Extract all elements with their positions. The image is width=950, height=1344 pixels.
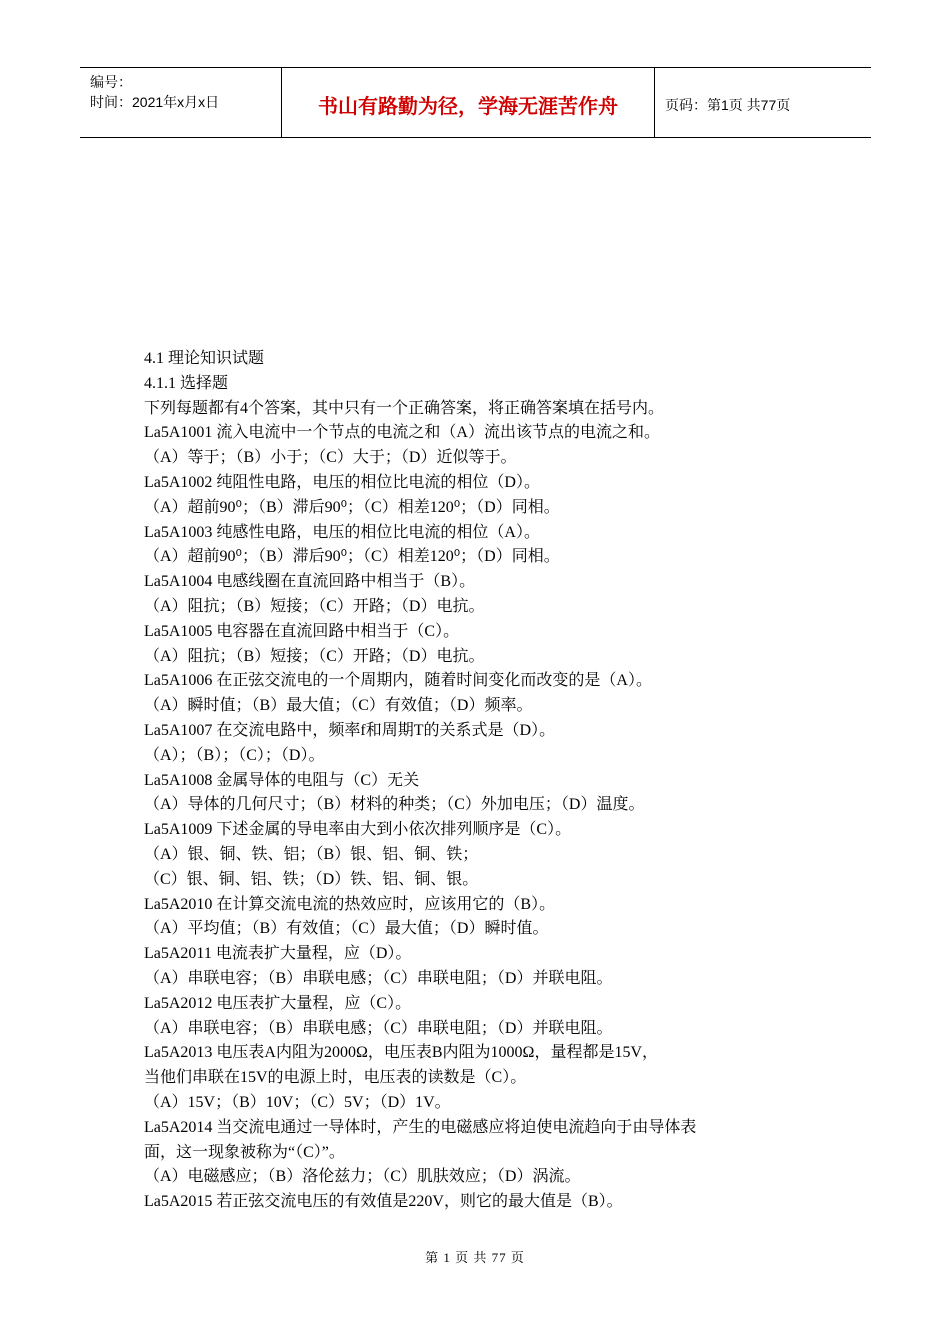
text-line: （A）超前90⁰；（B）滞后90⁰；（C）相差120⁰；（D）同相。 [144,498,560,516]
text-line: （A）阻抗；（B）短接；（C）开路；（D）电抗。 [144,647,485,665]
text-line: （A）串联电容；（B）串联电感；（C）串联电阻；（D）并联电阻。 [144,969,613,987]
document-time-label: 时间：2021年x月x日 [90,94,220,110]
text-line: La5A1004 电感线圈在直流回路中相当于（B）。 [144,573,476,591]
text-line: （A）；（B）；（C）；（D）。 [144,746,325,764]
document-body [144,347,824,1215]
text-line: La5A2010 在计算交流电流的热效应时，应该用它的（B）。 [144,895,556,913]
text-line: 当他们串联在15V的电源上时，电压表的读数是（C）。 [144,1069,527,1087]
page-footer: 第 1 页 共 77 页 [425,1250,525,1265]
text-line: La5A1001 流入电流中一个节点的电流之和（A）流出该节点的电流之和。 [144,424,660,442]
header-motto: 书山有路勤为径，学海无涯苦作舟 [318,96,618,118]
page-header [80,67,871,138]
text-line: La5A1005 电容器在直流回路中相当于（C）。 [144,622,460,640]
header-motto-cell [282,68,655,137]
text-line: （A）串联电容；（B）串联电感；（C）串联电阻；（D）并联电阻。 [144,1019,613,1037]
text-line: La5A1008 金属导体的电阻与（C）无关 [144,771,420,789]
text-line: 4.1.1 选择题 [144,374,229,392]
header-page-info: 页码：第1页 共77页 [665,96,791,113]
text-line: La5A2011 电流表扩大量程，应（D）。 [144,945,412,963]
text-line: La5A2013 电压表A内阻为2000Ω，电压表B内阻为1000Ω，量程都是15V， [144,1044,658,1062]
text-line: （A）阻抗；（B）短接；（C）开路；（D）电抗。 [144,597,485,615]
text-line: 4.1 理论知识试题 [144,350,265,367]
text-line: La5A2012 电压表扩大量程，应（C）。 [144,994,412,1012]
text-line: 下列每题都有4个答案，其中只有一个正确答案，将正确答案填在括号内。 [144,399,665,417]
text-line: La5A2015 若正弦交流电压的有效值是220V，则它的最大值是（B）。 [144,1193,623,1211]
text-line: La5A1002 纯阻性电路，电压的相位比电流的相位（D）。 [144,473,540,491]
text-line: 面，这一现象被称为“（C）”。 [144,1143,345,1161]
header-meta [80,68,282,137]
text-line: （A）超前90⁰；（B）滞后90⁰；（C）相差120⁰；（D）同相。 [144,548,560,566]
text-line: （C）银、铜、铝、铁；（D）铁、铝、铜、银。 [144,870,479,888]
text-line: （A）导体的几何尺寸；（B）材料的种类；（C）外加电压；（D）温度。 [144,796,645,814]
text-line: （A）瞬时值；（B）最大值；（C）有效值；（D）频率。 [144,697,533,715]
text-line: La5A1006 在正弦交流电的一个周期内，随着时间变化而改变的是（A）。 [144,672,652,690]
text-line: La5A1003 纯感性电路，电压的相位比电流的相位（A）。 [144,523,540,541]
text-line: （A）电磁感应；（B）洛伦兹力；（C）肌肤效应；（D）涡流。 [144,1168,581,1186]
text-line: （A）银、铜、铁、铝；（B）银、铝、铜、铁； [144,845,479,863]
text-line: La5A1007 在交流电路中，频率f和周期T的关系式是（D）。 [144,721,556,739]
text-line: La5A1009 下述金属的导电率由大到小依次排列顺序是（C）。 [144,821,572,839]
text-line: （A）平均值；（B）有效值；（C）最大值；（D）瞬时值。 [144,920,549,938]
text-line: （A）15V；（B）10V；（C）5V；（D）1V。 [144,1093,451,1111]
text-line: （A）等于；（B）小于；（C）大于；（D）近似等于。 [144,449,517,467]
document-number-label: 编号： [90,74,132,90]
text-line: La5A2014 当交流电通过一导体时，产生的电磁感应将迫使电流趋向于由导体表 [144,1118,697,1136]
